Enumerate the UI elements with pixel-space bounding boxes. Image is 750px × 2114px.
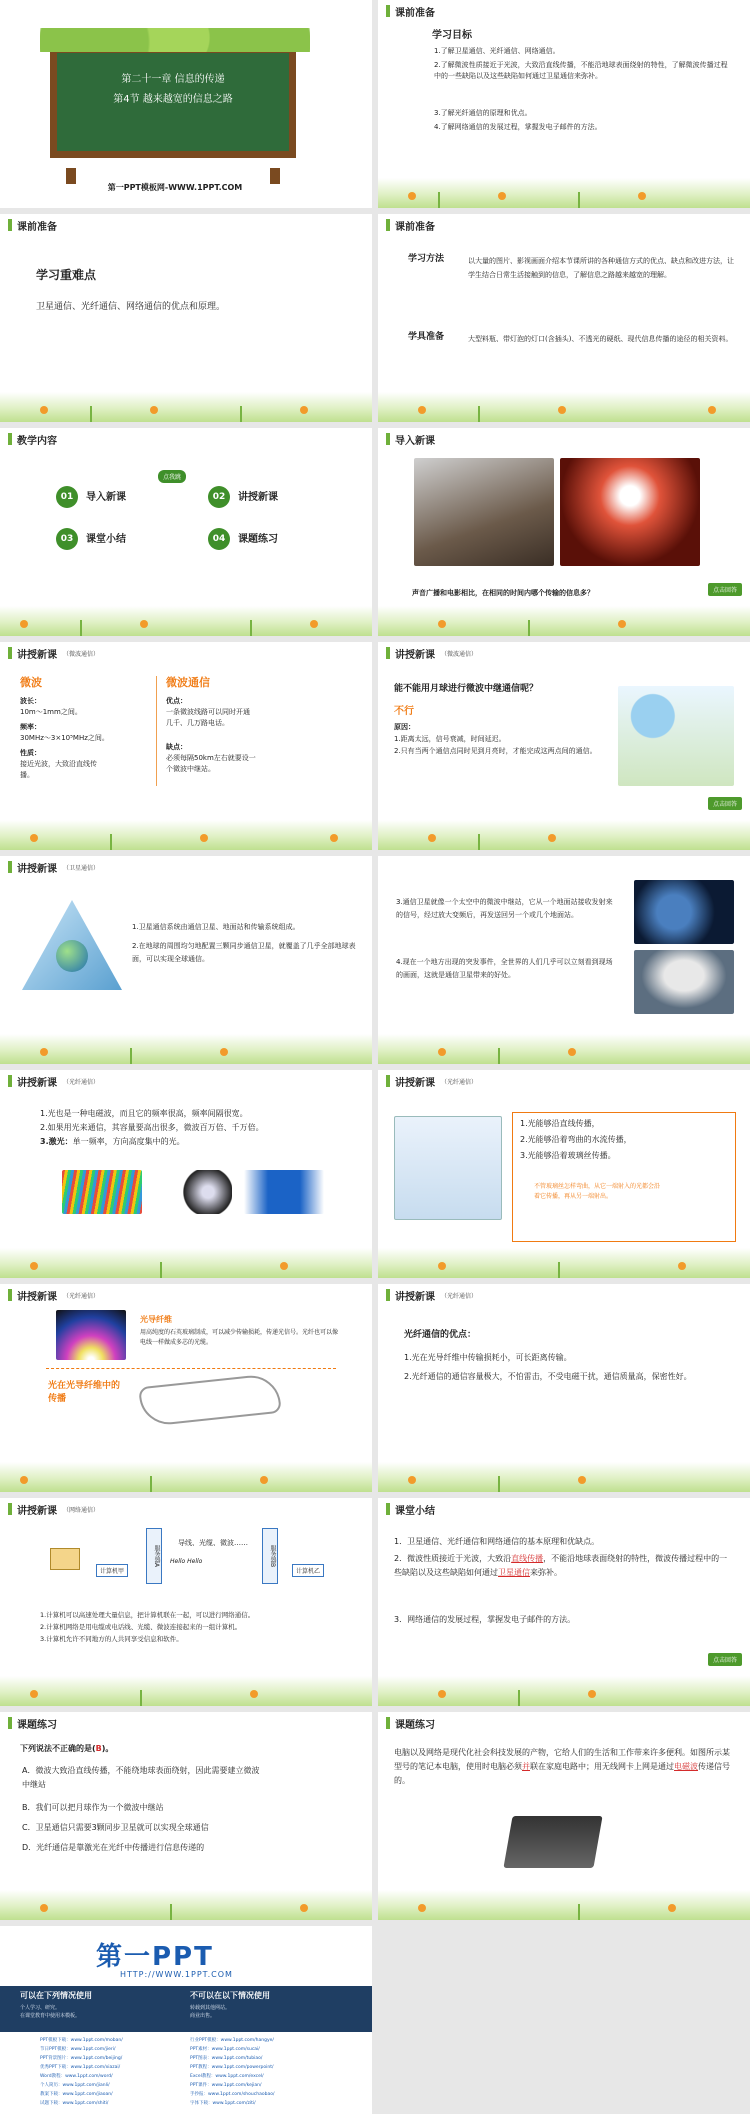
option-c[interactable]: C．卫星通信只需要3颗同步卫星就可以实现全球通信 [22,1823,209,1832]
jump-badge[interactable]: 点我跳 [158,470,186,483]
fiber-photo [56,1310,126,1360]
cannot-use-1: 转载到其他网站。 [190,2005,231,2011]
cinema-photo [560,458,700,566]
slide-header: 讲授新课 （光纤通信） [0,1284,372,1306]
meadow-decoration [0,1462,372,1492]
cannot-use-title: 不可以在以下情况使用 [190,1991,270,2000]
content-item-2[interactable]: 02 讲授新课 [208,486,278,508]
slide-satellite-2 [378,856,750,1064]
slide-summary [378,1498,750,1706]
answer-button[interactable]: 点击回答 [708,1653,742,1666]
slide-moon-relay [378,642,750,850]
path-label: 导线、光缆、微波…… [178,1539,248,1547]
dashed-divider [46,1368,336,1369]
slide-network [0,1498,372,1706]
link-item[interactable]: PPT图表：www.1ppt.com/tubiao/ [190,2056,263,2061]
link-item[interactable]: 节日PPT模板：www.1ppt.com/jieri/ [40,2047,116,2052]
cable-photo-3 [244,1170,324,1214]
slide-difficulties [0,214,372,422]
meadow-decoration [378,820,750,850]
reason-label: 原因： [394,723,415,731]
exercise-text: 电脑以及网络是现代化社会科技发展的产物，它给人们的生活和工作带来许多便利。如图所示某型号的笔记本电脑，使用时电脑必须并联在家庭电路中；用无线网卡上网是通过电磁波传递信号的。 [394,1748,730,1785]
tv-cartoon [618,686,734,786]
frequency-value: 30MHz～3×10⁵MHz之间。 [20,734,109,742]
laptop-image [503,1816,602,1868]
can-use-title: 可以在下列情况使用 [20,1991,92,2000]
link-item[interactable]: PPT教程：www.1ppt.com/powerpoint/ [190,2065,274,2070]
leaf-decoration [40,28,310,52]
letter-icon [50,1548,80,1570]
slide-method [378,214,750,422]
points-box [512,1112,736,1242]
net-point-2: 2.计算机网络是用电缆或电话线、光缆、微波连接起来的一组计算机。 [40,1623,242,1631]
meadow-decoration [378,1676,750,1706]
note-text: 不管玻璃丝怎样弯曲，从它一端射入的光都会沿着它传播，再从另一端射出。 [534,1183,661,1200]
intro-question: 声音广播和电影相比，在相同的时间内哪个传输的信息多？ [412,589,594,597]
pc-a: 计算机甲 [96,1564,128,1577]
link-item[interactable]: Word教程：www.1ppt.com/word/ [40,2074,113,2079]
fiber-point-1: 1.光也是一种电磁波，而且它的频率很高，频率间隔很宽。 [40,1109,248,1118]
fiber-point-3: 3.激光：单一频率，方向高度集中的光。 [40,1137,185,1146]
fiber-text: 用高纯度的石英玻璃制成，可以减少传输损耗，传递光信号。光纤也可以像电线一样做成多芯的光缆。 [140,1329,339,1346]
slide-contents [0,428,372,636]
slide-goals [378,0,750,208]
option-d[interactable]: D．光纤通信是靠激光在光纤中传播进行信息传递的 [22,1843,205,1852]
fiber-title: 光导纤维 [140,1315,172,1324]
link-item[interactable]: 试题下载：www.1ppt.com/shiti/ [40,2101,109,2106]
cable-photo-2 [152,1170,232,1214]
net-point-3: 3.计算机允许不同地方的人共同享受信息和软件。 [40,1635,183,1643]
link-item[interactable]: 行业PPT模板：www.1ppt.com/hangye/ [190,2038,274,2043]
summary-2: 2．微波性质接近于光波，大致沿直线传播，不能沿地球表面绕射的特性，微波传播过程中的一些缺陷以及这些缺陷如何通过卫星通信来弥补。 [394,1554,728,1577]
meadow-decoration [378,606,750,636]
slide-credits [0,1926,372,2114]
link-item[interactable]: 优秀PPT下载：www.1ppt.com/xiazai/ [40,2065,121,2070]
microwave-comm-title: 微波通信 [166,676,210,689]
num-icon: 03 [56,528,78,550]
slide-header: 教学内容 [0,428,372,450]
link-list-left [40,2036,190,2108]
frequency-label: 频率： [20,723,41,731]
num-icon: 02 [208,486,230,508]
meadow-decoration [0,1890,372,1920]
wavelength-label: 波长： [20,697,41,705]
slide-header: 导入新课 [378,428,750,450]
adv-point-2: 2.光纤通信的通信容量极大，不怕雷击，不受电磁干扰，通信质量高，保密性好。 [404,1372,692,1381]
summary-3: 3．网络通信的发展过程，掌握发电子邮件的方法。 [394,1615,576,1624]
slide-header: 讲授新课 （光纤通信） [378,1070,750,1092]
experiment-illustration [394,1116,502,1220]
content-item-1[interactable]: 01 导入新课 [56,486,126,508]
diff-body: 卫星通信、光纤通信、网络通信的优点和原理。 [36,302,226,312]
slide-intro [378,428,750,636]
server-b: 服务器B [262,1528,278,1584]
answer-no: 不行 [394,706,414,717]
can-use-2: 在课堂教育中使用本模板。 [20,2013,81,2019]
meadow-decoration [0,820,372,850]
net-point-1: 1.计算机可以高速处理大量信息，把计算机联在一起，可以进行网络通信。 [40,1611,255,1619]
slide-fiber-2 [378,1070,750,1278]
link-item[interactable]: PPT模板下载：www.1ppt.com/moban/ [40,2038,123,2043]
relay-question: 能不能用月球进行微波中继通信呢？ [394,684,539,694]
slide-header: 课堂小结 [378,1498,750,1520]
link-item[interactable]: 手抄报：www.1ppt.com/shouchaobao/ [190,2092,275,2097]
link-item[interactable]: PPT背景图片：www.1ppt.com/beijing/ [40,2056,123,2061]
option-a[interactable]: A．微波大致沿直线传播，不能绕地球表面绕射，因此需要建立微波中继站 [22,1766,260,1789]
meadow-decoration [378,1248,750,1278]
fiber-caption: 光在光导纤维中的传播 [48,1381,121,1404]
reason-1: 1.距离太远，信号衰减，时间延迟。 [394,735,506,743]
goals-title: 学习目标 [432,30,472,41]
slide-header: 课前准备 [378,0,750,22]
property-label: 性质： [20,749,41,757]
goal-4: 4.了解网络通信的发展过程，掌握发电子邮件的方法。 [434,123,602,131]
can-use-1: 个人学习、研究。 [20,2005,61,2011]
property-value: 接近光波，大致沿直线传播。 [20,760,97,779]
wavelength-value: 10m～1mm之间。 [20,708,82,716]
slide-header: 讲授新课 （微波通信） [378,642,750,664]
footer-text: 第一PPT模板网-WWW.1PPT.COM [107,183,243,192]
num-icon: 01 [56,486,78,508]
satellite-photo [634,880,734,944]
satellite-point-2: 2.在地球的周围均匀地配置三颗同步通信卫星，就覆盖了几乎全部地球表面，可以实现全球通信。 [132,942,356,963]
link-item[interactable]: 个人简历：www.1ppt.com/jianli/ [40,2083,110,2088]
tools-text: 大型料瓶、带灯泡的灯口(含插头)、不透光的硬纸、现代信息传播的途径的相关资料。 [468,335,733,343]
link-item[interactable]: 字体下载：www.1ppt.com/ziti/ [190,2101,256,2106]
headphone-photo [414,458,554,566]
light-point-3: 3.光能够沿着玻璃丝传播。 [520,1151,616,1160]
divider [156,676,157,786]
satellite-point-3: 3.通信卫星就像一个太空中的微波中继站，它从一个地面站接收发射来的信号，经过放大变频后，再发送回另一个或几个地面站。 [396,898,613,919]
tools-label: 学具准备 [408,332,445,342]
slide-satellite-1 [0,856,372,1064]
slide-header: 讲授新课 （光纤通信） [0,1070,372,1092]
disadvantage-label: 缺点： [166,743,187,751]
satellite-point-1: 1.卫星通信系统由通信卫星、地面站和传输系统组成。 [132,923,300,931]
diff-title: 学习重难点 [36,268,97,282]
answer-button[interactable]: 点击回答 [708,583,742,596]
content-item-4[interactable]: 04 课题练习 [208,528,278,550]
goal-2: 2.了解微波性质接近于光波，大致沿直线传播，不能沿地球表面绕射的特性，了解微波传播过程中的一些缺陷以及这些缺陷如何通过卫星通信来弥补。 [434,61,728,80]
cable-photo-1 [62,1170,142,1214]
answer-button[interactable]: 点击回答 [708,797,742,810]
meadow-decoration [378,392,750,422]
pc-b: 计算机乙 [292,1564,324,1577]
slide-header: 课前准备 [378,214,750,236]
slide-exercise-2 [378,1712,750,1920]
meadow-decoration [0,1248,372,1278]
link-item[interactable]: PPT课件：www.1ppt.com/kejian/ [190,2083,262,2088]
earth-icon [56,940,88,972]
adv-title: 光纤通信的优点： [404,1330,477,1340]
hello-text: Hello Hello [170,1558,203,1565]
slide-header: 讲授新课 （微波通信） [0,642,372,664]
slide-header: 课题练习 [0,1712,372,1734]
meadow-decoration [378,1890,750,1920]
link-list-right [190,2036,350,2108]
num-icon: 04 [208,528,230,550]
slide-header: 讲授新课 （网络通信） [0,1498,372,1520]
slide-header: 讲授新课 （卫星通信） [0,856,372,878]
meadow-decoration [378,1462,750,1492]
link-item[interactable]: PPT素材：www.1ppt.com/sucai/ [190,2047,260,2052]
slide-fiber-3 [0,1284,372,1492]
slide-header: 讲授新课 （光纤通信） [378,1284,750,1306]
goal-3: 3.了解光纤通信的原理和优点。 [434,109,532,117]
slide-header: 课题练习 [378,1712,750,1734]
slide-header: 课前准备 [0,214,372,236]
link-item[interactable]: 教案下载：www.1ppt.com/jiaoan/ [40,2092,113,2097]
question-stem: 下列说法不正确的是(B)。 [20,1744,114,1753]
reason-2: 2.只有当两个通信点同时见到月亮时，才能完成这两点间的通信。 [394,747,597,755]
method-label: 学习方法 [408,254,445,264]
link-item[interactable]: Excel教程：www.1ppt.com/excel/ [190,2074,264,2079]
slide-exercise-1 [0,1712,372,1920]
summary-1: 1．卫星通信、光纤通信和网络通信的基本原理和优缺点。 [394,1537,600,1546]
section-title: 第4节 越来越宽的信息之路 [113,94,233,105]
slide-fiber-adv [378,1284,750,1492]
meadow-decoration [0,392,372,422]
disadvantage-value: 必须每隔50km左右就要设一个微波中继站。 [166,754,256,773]
chapter-title: 第二十一章 信息的传递 [121,74,225,85]
light-point-2: 2.光能够沿着弯曲的水流传播， [520,1135,632,1144]
meadow-decoration [0,1676,372,1706]
meadow-decoration [0,1034,372,1064]
content-item-3[interactable]: 03 课堂小结 [56,528,126,550]
light-point-1: 1.光能够沿直线传播， [520,1119,600,1128]
option-b[interactable]: B．我们可以把月球作为一个微波中继站 [22,1803,164,1812]
adv-point-1: 1.光在光导纤维中传输损耗小，可长距离传输。 [404,1353,572,1362]
fiber-diagram [138,1373,281,1427]
slide-microwave [0,642,372,850]
goal-1: 1.了解卫星通信、光纤通信、网络通信。 [434,47,560,55]
cannot-use-2: 商业出售。 [190,2013,216,2019]
meadow-decoration [0,606,372,636]
slide-fiber-1 [0,1070,372,1278]
site-url: HTTP://WWW.1PPT.COM [120,1970,233,1979]
advantage-value: 一条微波线路可以同时开通几千、几万路电话。 [166,708,250,727]
method-text: 以大量的图片、影视画面介绍本节课所讲的各种通信方式的优点、缺点和改进方法，让学生结合日常生活接触到的信息，了解信息之路越来越宽的理解。 [468,257,734,279]
server-a: 服务器A [146,1528,162,1584]
site-logo: 第一PPT [96,1942,214,1972]
meadow-decoration [378,1034,750,1064]
satellite-point-4: 4.现在一个地方出现的突发事件，全世界的人们几乎可以立刻看到现场的画面，这就是通信卫星带来的好处。 [396,958,613,979]
fiber-point-2: 2.如果用光来通信，其容量要高出很多，微波百万倍、千万倍。 [40,1123,264,1132]
advantage-label: 优点： [166,697,187,705]
microwave-title: 微波 [20,676,42,689]
meadow-decoration [378,178,750,208]
slide-title [0,0,372,208]
dish-photo [634,950,734,1014]
